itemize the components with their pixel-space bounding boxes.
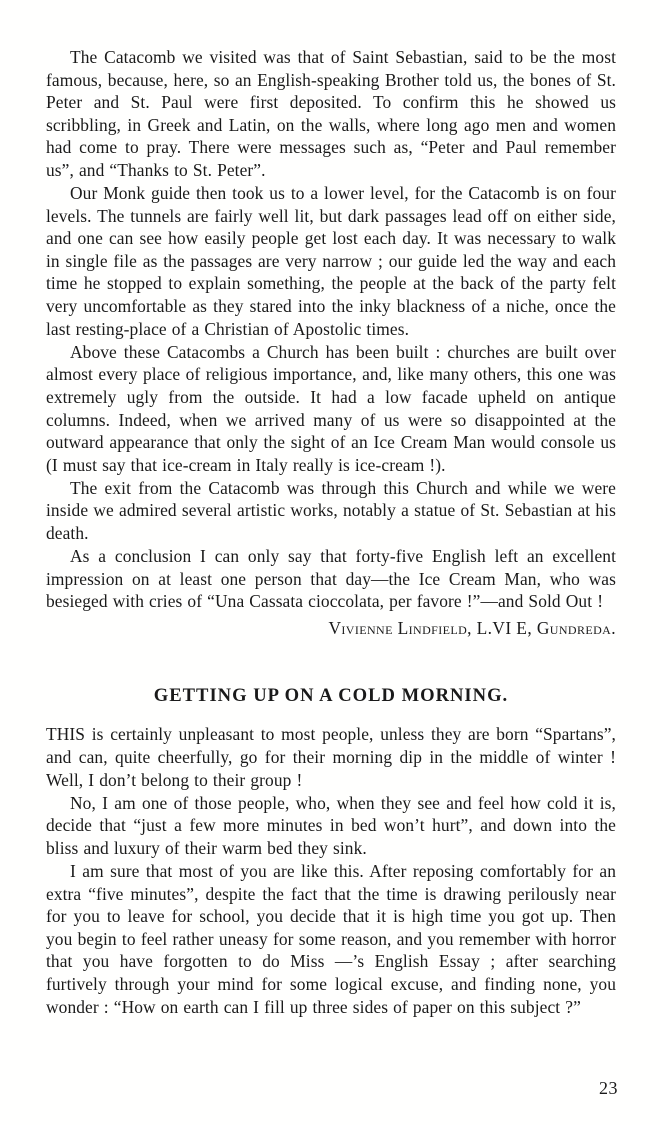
paragraph: The exit from the Catacomb was through this Church and while we were inside we admired several artistic works, notably a statue of St. Sebastian at his death. (46, 477, 616, 543)
paragraph: I am sure that most of you are like this. After reposing comfortably for an extra “five minutes”, despite the fact that the time is drawing perilously near for you to leave for school, you decide that it is high time you got up. Then you begin to feel rather uneasy for some reason, and you remember with horror that you have forgotten to do Miss —’s English Essay ; after searching furtively through your mind for some logical excuse, and finding none, you wonder : “How on earth can I fill up three sides of paper on this subject ?” (46, 861, 616, 1017)
paragraph: Our Monk guide then took us to a lower level, for the Catacomb is on four levels. The tunnels are fairly well lit, but dark passages lead off on either side, and one can see how easily people get lost each day. It was necessary to walk in single file as the passages are very narrow ; our guide led the way and each time he stopped to explain something, the people at the back of the party felt very uncomfortable as they stared into the inky blackness of a niche, once the last resting-place of a Christian of Apostolic times. (46, 183, 616, 339)
paragraph: Above these Catacombs a Church has been built : churches are built over almost every place of religious importance, and, like many others, this one was extremely ugly from the outside. It had a low facade upheld on antique columns. Indeed, when we arrived many of us were so disappointed at the outward appearance that only the sight of an Ice Cream Man would console us (I must say that ice-cream in Italy really is ice-cream !). (46, 341, 616, 475)
article-catacomb (46, 46, 616, 639)
paragraph: As a conclusion I can only say that forty-five English left an excellent impression on at least one person that day—the Ice Cream Man, who was besieged with cries of “Una Cassata cioccolata, per favore !”—and Sold Out ! (46, 546, 616, 612)
paragraph: No, I am one of those people, who, when they see and feel how cold it is, decide that “just a few more minutes in bed won’t hurt”, and down into the bliss and luxury of their warm bed they sink. (46, 792, 616, 858)
paragraph: THIS is certainly unpleasant to most people, unless they are born “Spartans”, and can, quite cheerfully, go for their morning dip in the middle of winter ! Well, I don’t belong to their group ! (46, 724, 616, 790)
page-number: 23 (599, 1078, 618, 1098)
paragraph: The Catacomb we visited was that of Saint Sebastian, said to be the most famous, because, here, so an English-speaking Brother told us, the bones of St. Peter and St. Paul were first deposited. To confirm this he showed us scribbling, in Greek and Latin, on the walls, where long ago men and women had come to pray. There were messages such as, “Peter and Paul remember us”, and “Thanks to St. Peter”. (46, 47, 616, 180)
page-content (46, 46, 616, 1019)
article-heading: GETTING UP ON A COLD MORNING. (153, 685, 509, 707)
article-cold-morning (46, 685, 616, 1018)
article-byline: Vivienne Lindfield, L.VI E, Gundreda. (328, 617, 616, 638)
